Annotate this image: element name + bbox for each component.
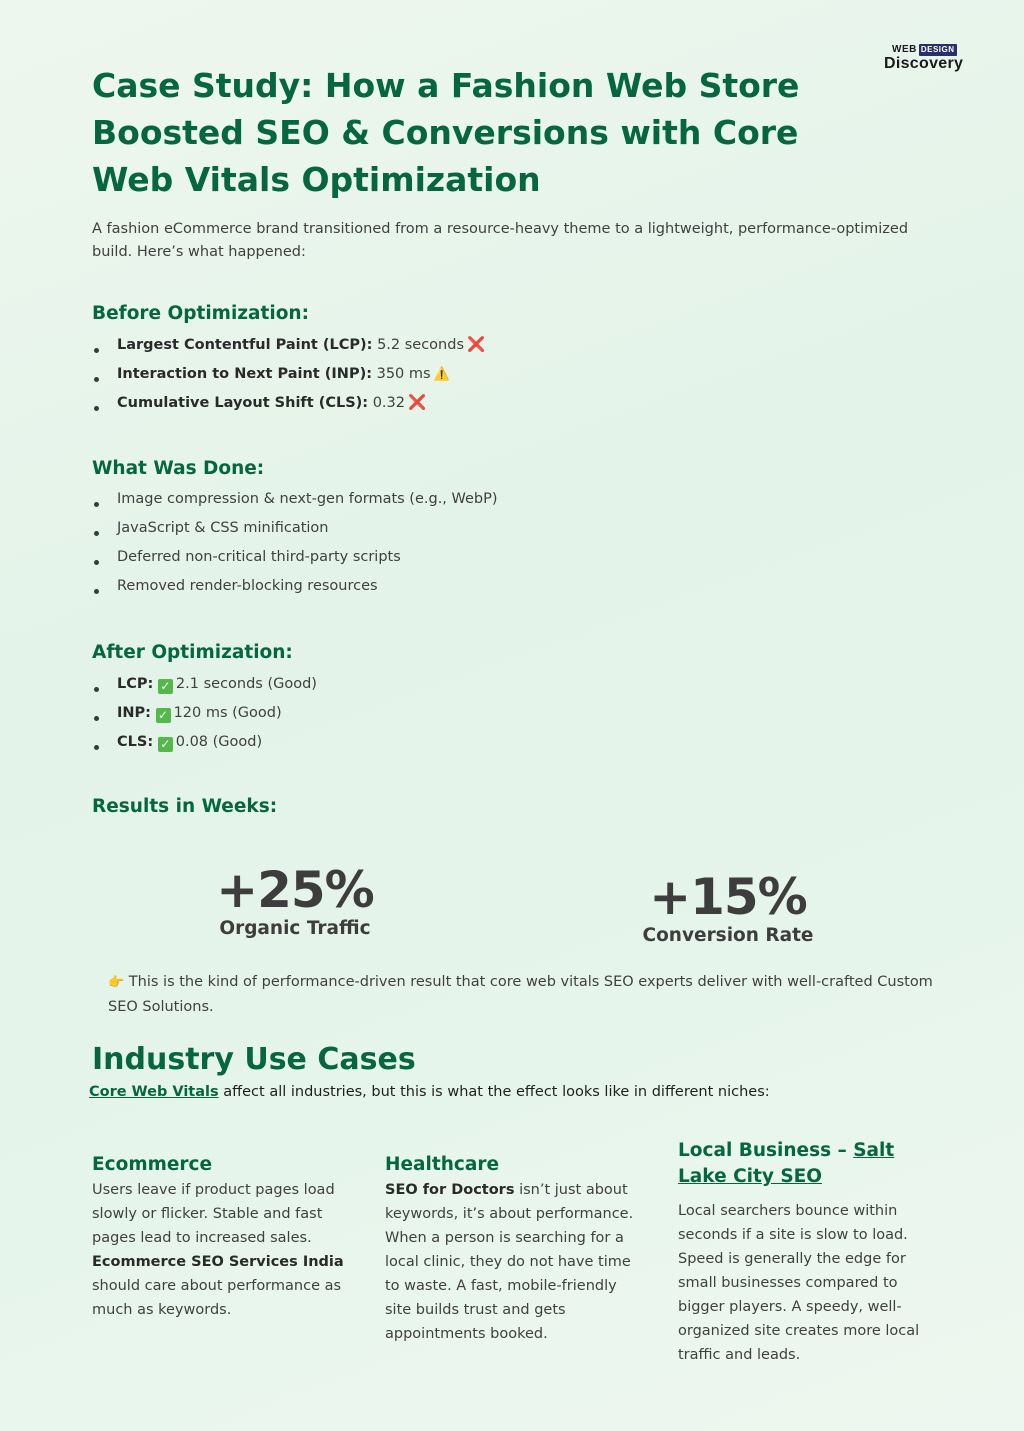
healthcare-bold: SEO for Doctors <box>385 1182 515 1198</box>
ecommerce-text <box>92 1178 354 1322</box>
metric-label: LCP: <box>117 676 154 692</box>
done-heading: What Was Done: <box>92 458 265 479</box>
logo-web-text: WEB <box>892 44 917 55</box>
stat-label: Conversion Rate <box>642 925 814 946</box>
list-item <box>92 360 485 389</box>
local-business-column <box>678 1138 940 1367</box>
ecommerce-title: Ecommerce <box>92 1154 213 1175</box>
before-heading: Before Optimization: <box>92 303 310 324</box>
list-item <box>92 389 485 418</box>
healthcare-title: Healthcare <box>385 1154 499 1175</box>
warning-icon: ⚠️ <box>433 367 450 382</box>
stat-label: Organic Traffic <box>219 918 371 939</box>
list-item <box>92 699 317 728</box>
cross-icon: ❌ <box>467 337 486 353</box>
ecommerce-text-part: should care about performance as much as keywords. <box>92 1278 342 1318</box>
brand-logo <box>884 44 964 74</box>
list-item: JavaScript & CSS minification <box>92 514 498 543</box>
healthcare-column <box>385 1152 647 1346</box>
metric-value: 2.1 seconds (Good) <box>175 676 317 692</box>
after-list <box>92 670 317 757</box>
list-item: Image compression & next-gen formats (e.g., WebP) <box>92 485 498 514</box>
industry-intro-text: affect all industries, but this is what the effect looks like in different niches: <box>218 1084 770 1100</box>
stat-value: +25% <box>216 861 374 919</box>
ecommerce-text-part: Users leave if product pages load slowly or flicker. Stable and fast pages lead to increased sales. <box>92 1182 335 1246</box>
done-list <box>92 485 498 601</box>
local-title-prefix: Local Business – <box>678 1140 854 1161</box>
metric-label: INP: <box>117 705 151 721</box>
ecommerce-column <box>92 1152 354 1322</box>
industry-intro <box>89 1081 969 1103</box>
stat-organic-traffic <box>190 862 400 940</box>
list-item: Deferred non-critical third-party scripts <box>92 543 498 572</box>
check-icon: ✓ <box>158 679 173 694</box>
check-icon: ✓ <box>158 737 173 752</box>
metric-label: Largest Contentful Paint (LCP): <box>117 337 373 353</box>
local-business-title <box>678 1138 940 1190</box>
note-text: This is the kind of performance-driven result that core web vitals SEO experts deliver with well-crafted Custom SEO Solutions. <box>108 974 933 1015</box>
page-title: Case Study: How a Fashion Web Store Boosted SEO & Conversions with Core Web Vitals Optimization <box>92 66 800 199</box>
metric-value: 0.32 <box>372 395 405 411</box>
industry-heading: Industry Use Cases <box>92 1042 416 1077</box>
core-web-vitals-link[interactable]: Core Web Vitals <box>89 1084 219 1100</box>
metric-value: 5.2 seconds <box>377 337 464 353</box>
result-note <box>108 970 938 1019</box>
metric-label: Interaction to Next Paint (INP): <box>117 366 372 382</box>
local-business-text: Local searchers bounce within seconds if a site is slow to load. Speed is generally the edge for small businesses compared to bigger players. A speedy, well-organized site creates more local traffic and leads. <box>678 1203 920 1363</box>
metric-value: 120 ms (Good) <box>173 705 282 721</box>
results-heading: Results in Weeks: <box>92 796 278 817</box>
salt-lake-city-seo-link[interactable]: Salt Lake City SEO <box>678 1140 895 1187</box>
list-item: Removed render-blocking resources <box>92 572 498 601</box>
check-icon: ✓ <box>156 708 171 723</box>
cross-icon: ❌ <box>408 395 427 411</box>
healthcare-text-part: isn’t just about keywords, it’s about performance. When a person is searching for a local clinic, they do not have time to waste. A fast, mobile-friendly site builds trust and gets appointments booked. <box>385 1182 634 1342</box>
intro-paragraph: A fashion eCommerce brand transitioned from a resource-heavy theme to a lightweight, performance-optimized build. Here’s what happened: <box>92 221 909 260</box>
logo-discovery-text: Discovery <box>884 55 964 72</box>
metric-label: CLS: <box>117 734 154 750</box>
logo-design-tag: DESIGN <box>920 45 955 54</box>
pointing-hand-icon: 👉 <box>108 975 125 990</box>
metric-value: 0.08 (Good) <box>175 734 263 750</box>
stat-conversion-rate <box>618 869 838 947</box>
before-list <box>92 331 485 418</box>
metric-value: 350 ms <box>376 366 431 382</box>
ecommerce-bold: Ecommerce SEO Services India <box>92 1254 344 1270</box>
list-item <box>92 728 317 757</box>
list-item <box>92 670 317 699</box>
stat-value: +15% <box>649 868 807 926</box>
metric-label: Cumulative Layout Shift (CLS): <box>117 395 369 411</box>
after-heading: After Optimization: <box>92 642 293 663</box>
list-item <box>92 331 485 360</box>
healthcare-text <box>385 1178 647 1346</box>
